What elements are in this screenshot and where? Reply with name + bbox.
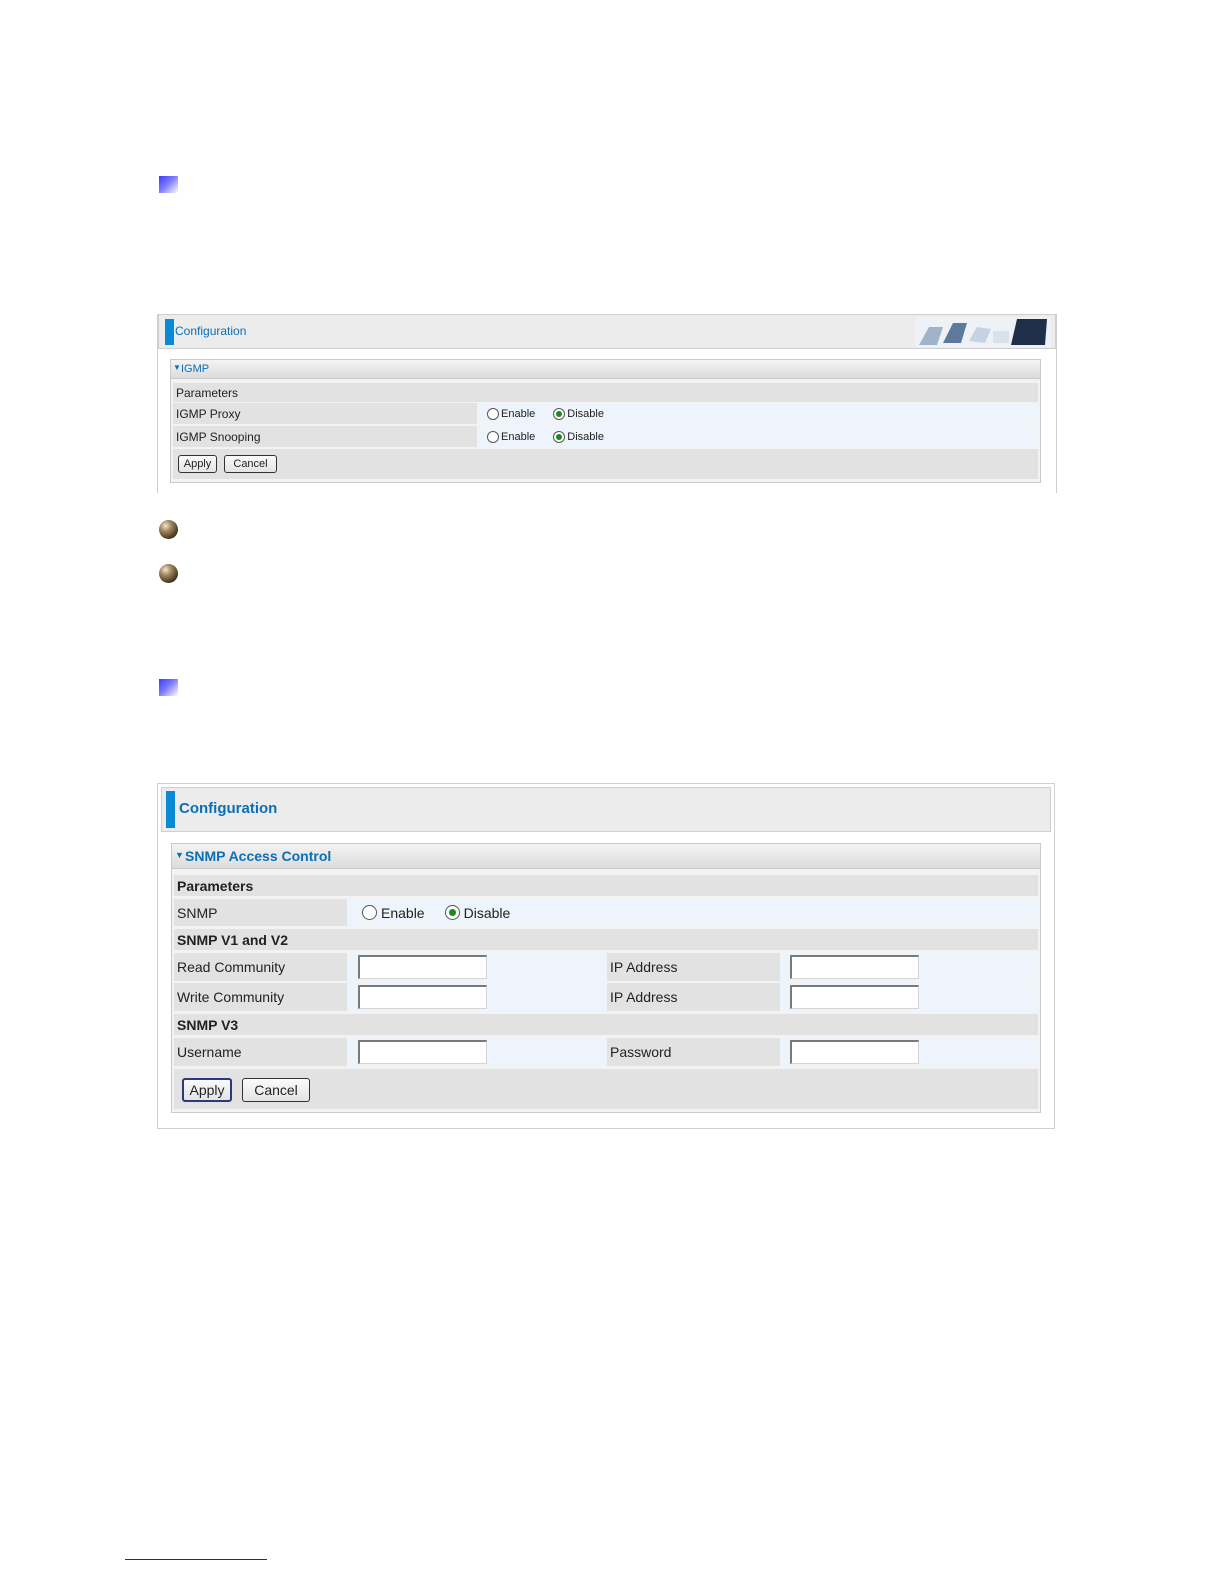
- snmp-disable-label: Disable: [463, 904, 511, 921]
- write-community-label-cell: [174, 983, 347, 1011]
- snmp-label-cell: [174, 899, 347, 926]
- snmp-apply-button[interactable]: Apply: [182, 1078, 232, 1102]
- config-header-accent: [165, 319, 174, 345]
- snmp-enable-label: Enable: [381, 904, 425, 921]
- read-ip-address-label: IP Address: [610, 959, 678, 975]
- snmp-row: [174, 899, 1038, 926]
- igmp-proxy-options: [487, 403, 1038, 424]
- read-community-label-cell: [174, 953, 347, 981]
- snmp-v3-row: [174, 1014, 1038, 1035]
- snmp-cancel-button[interactable]: Cancel: [242, 1078, 310, 1102]
- snmp-section-title: SNMP Access Control: [185, 848, 332, 864]
- read-ip-label-cell: [607, 953, 780, 981]
- write-ip-address-input[interactable]: [790, 985, 919, 1009]
- igmp-section-title: IGMP: [181, 363, 210, 375]
- snmp-v1v2-row: [174, 929, 1038, 950]
- footnote-rule: [125, 1559, 267, 1560]
- config-header: [158, 314, 1056, 349]
- config-title: Configuration: [179, 800, 278, 817]
- igmp-snooping-label: IGMP Snooping: [176, 429, 261, 444]
- igmp-snooping-enable-label: Enable: [501, 430, 536, 443]
- computer-illustration-icon: [915, 317, 1051, 347]
- read-community-label: Read Community: [177, 959, 286, 975]
- collapse-arrow-icon: ▼: [173, 363, 181, 372]
- igmp-proxy-label-cell: [173, 403, 477, 424]
- igmp-snooping-disable-label: Disable: [567, 430, 604, 443]
- igmp-snooping-disable-option[interactable]: [553, 431, 604, 443]
- config-title: Configuration: [175, 324, 247, 338]
- snmp-disable-option[interactable]: [445, 905, 511, 921]
- section-bullet-square: [159, 176, 178, 193]
- snmp-section-header[interactable]: [172, 844, 1040, 869]
- password-label: Password: [610, 1044, 672, 1060]
- username-input[interactable]: [358, 1040, 487, 1064]
- username-label: Username: [177, 1044, 242, 1060]
- parameters-label: Parameters: [177, 877, 254, 894]
- username-label-cell: [174, 1038, 347, 1066]
- igmp-proxy-enable-option[interactable]: [487, 408, 535, 420]
- igmp-proxy-disable-option[interactable]: [553, 408, 604, 420]
- igmp-proxy-enable-label: Enable: [501, 407, 536, 420]
- igmp-snooping-label-cell: [173, 426, 477, 447]
- igmp-snooping-enable-radio[interactable]: [487, 431, 499, 443]
- snmp-disable-radio[interactable]: [445, 905, 460, 920]
- snmp-v1v2-label: SNMP V1 and V2: [177, 931, 289, 948]
- config-header: [161, 787, 1051, 832]
- list-bullet-ball: [159, 520, 178, 539]
- parameters-label: Parameters: [176, 385, 239, 400]
- igmp-proxy-enable-radio[interactable]: [487, 408, 499, 420]
- igmp-snooping-options: [487, 426, 1038, 447]
- igmp-cancel-button[interactable]: Cancel: [224, 455, 277, 473]
- read-ip-address-input[interactable]: [790, 955, 919, 979]
- igmp-proxy-disable-label: Disable: [567, 407, 604, 420]
- parameters-row: [174, 875, 1038, 896]
- igmp-button-row: [173, 449, 1038, 479]
- snmp-label: SNMP: [177, 904, 218, 921]
- write-ip-address-label: IP Address: [610, 989, 678, 1005]
- igmp-proxy-row: [173, 403, 1038, 424]
- snmp-v3-label: SNMP V3: [177, 1016, 239, 1033]
- snmp-enable-radio[interactable]: [362, 905, 377, 920]
- igmp-snooping-row: [173, 426, 1038, 447]
- write-community-label: Write Community: [177, 989, 285, 1005]
- list-bullet-ball: [159, 564, 178, 583]
- write-community-input[interactable]: [358, 985, 487, 1009]
- read-community-input[interactable]: [358, 955, 487, 979]
- collapse-arrow-icon: ▼: [175, 850, 184, 860]
- write-ip-label-cell: [607, 983, 780, 1011]
- config-header-accent: [166, 791, 175, 828]
- igmp-section: [170, 359, 1041, 483]
- parameters-row: [173, 383, 1038, 402]
- igmp-proxy-label: IGMP Proxy: [176, 406, 241, 421]
- section-bullet-square: [159, 679, 178, 696]
- snmp-config-panel: [157, 783, 1055, 1129]
- igmp-section-header[interactable]: [171, 360, 1040, 379]
- write-community-row: [174, 983, 1038, 1011]
- snmp-section: [171, 843, 1041, 1113]
- snmp-options: [362, 899, 1038, 926]
- password-label-cell: [607, 1038, 780, 1066]
- read-community-row: [174, 953, 1038, 981]
- igmp-snooping-disable-radio[interactable]: [553, 431, 565, 443]
- snmp-enable-option[interactable]: [362, 905, 425, 921]
- username-row: [174, 1038, 1038, 1066]
- igmp-snooping-enable-option[interactable]: [487, 431, 535, 443]
- igmp-proxy-disable-radio[interactable]: [553, 408, 565, 420]
- igmp-apply-button[interactable]: Apply: [178, 455, 217, 473]
- igmp-config-panel: [157, 314, 1057, 493]
- password-input[interactable]: [790, 1040, 919, 1064]
- snmp-button-row: [174, 1069, 1038, 1109]
